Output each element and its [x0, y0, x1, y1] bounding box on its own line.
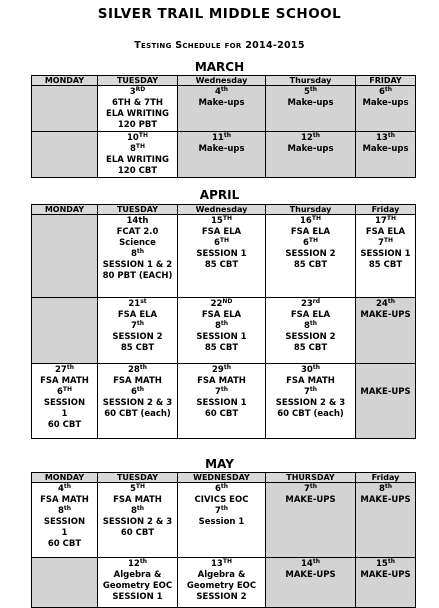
calendar-may	[31, 472, 416, 608]
weekday-header: TUESDAY	[98, 205, 178, 215]
cell-line: Geometry EOC	[102, 581, 173, 591]
cell-line: Make-ups	[198, 98, 245, 108]
cell-line: 12th	[301, 132, 320, 143]
week-row	[32, 132, 416, 178]
cell-line: 8th	[130, 505, 145, 516]
day-cell-blank	[266, 86, 356, 132]
cell-line: 120 CBT	[117, 166, 158, 176]
cell-line: 8th	[130, 248, 145, 259]
cell-line: SESSION 1	[196, 249, 247, 259]
cell-line: 8th	[214, 320, 229, 331]
cell-line: 28th	[128, 364, 147, 375]
cell-line: 85 CBT	[204, 260, 239, 270]
weekday-header-row	[32, 205, 416, 215]
cell-line: MAKE-UPS	[285, 570, 336, 580]
weekday-header-row	[32, 473, 416, 483]
cell-line: 17TH	[375, 215, 396, 226]
day-cell	[178, 558, 266, 608]
cell-line: 14th	[301, 558, 320, 569]
cell-line: Session 1	[198, 517, 245, 527]
day-cell-blank	[266, 558, 356, 608]
week-row	[32, 215, 416, 298]
cell-line: MAKE-UPS	[360, 570, 411, 580]
cell-line: 30th	[301, 364, 320, 375]
cell-line: 6TH	[302, 237, 319, 248]
cell-line: ELA WRITING	[106, 109, 169, 119]
cell-line: 6TH & 7TH	[112, 98, 163, 108]
cell-line: 15th	[376, 558, 395, 569]
cell-line: 7th	[214, 505, 229, 516]
day-cell-blank	[32, 132, 98, 178]
weekday-header: FRIDAY	[356, 76, 416, 86]
cell-line: 60 CBT	[120, 528, 155, 538]
cell-line: FSA ELA	[365, 227, 406, 237]
cell-line: 85 CBT	[293, 343, 328, 353]
weekday-header: Friday	[356, 473, 416, 483]
cell-line: 4th	[214, 86, 229, 97]
weekday-header: Wednesday	[178, 76, 266, 86]
cell-line: Algebra &	[197, 570, 246, 580]
cell-line: 6TH	[213, 237, 230, 248]
cell-line: 85 CBT	[204, 343, 239, 353]
cell-line: MAKE-UPS	[360, 387, 411, 397]
cell-line: 14th	[126, 216, 149, 226]
day-cell	[266, 298, 356, 364]
day-cell-blank	[356, 86, 416, 132]
cell-line: SESSION 2 & 3	[275, 398, 346, 408]
cell-line: 4th	[57, 483, 72, 494]
week-row	[32, 298, 416, 364]
weekday-header: MONDAY	[32, 205, 98, 215]
cell-line: 120 PBT	[117, 120, 158, 130]
cell-line: 7th	[130, 320, 145, 331]
cell-line: FCAT 2.0	[116, 227, 159, 237]
weekday-header: Thursday	[266, 76, 356, 86]
cell-line: 3RD	[129, 86, 146, 97]
week-row	[32, 364, 416, 439]
day-cell	[178, 364, 266, 439]
day-cell-blank	[356, 483, 416, 558]
cell-line: 6th	[130, 386, 145, 397]
cell-line: CIVICS EOC	[194, 495, 249, 505]
cell-line: FSA ELA	[117, 310, 158, 320]
day-cell-blank	[32, 558, 98, 608]
cell-line: 8th	[303, 320, 318, 331]
day-cell	[98, 558, 178, 608]
calendar-march	[31, 75, 416, 178]
weekday-header: TUESDAY	[98, 76, 178, 86]
cell-line: 85 CBT	[293, 260, 328, 270]
cell-line: 22ND	[210, 298, 233, 309]
cell-line: 80 PBT (EACH)	[102, 271, 173, 281]
cell-line: 8TH	[129, 143, 146, 154]
weekday-header: WEDNESDAY	[178, 473, 266, 483]
week-row	[32, 558, 416, 608]
cell-line: 6th	[378, 86, 393, 97]
cell-line: Algebra &	[113, 570, 162, 580]
day-cell	[98, 364, 178, 439]
month-title-may: MAY	[205, 457, 234, 471]
day-cell	[32, 483, 98, 558]
cell-line: SESSION 2 & 3	[102, 398, 173, 408]
cell-line: 27th	[55, 364, 74, 375]
cell-line: 13TH	[211, 558, 232, 569]
cell-line: 11th	[212, 132, 231, 143]
weekday-header: TUESDAY	[98, 473, 178, 483]
cell-line: 60 CBT	[47, 539, 82, 549]
cell-line: SESSION	[43, 398, 86, 408]
cell-line: 12th	[128, 558, 147, 569]
day-cell-blank	[32, 86, 98, 132]
weekday-header-row	[32, 76, 416, 86]
cell-line: FSA ELA	[290, 227, 331, 237]
cell-line: 21st	[128, 298, 147, 309]
cell-line: 60 CBT	[47, 420, 82, 430]
cell-line: 7th	[303, 386, 318, 397]
cell-line: 8th	[378, 483, 393, 494]
cell-line: SESSION 2	[285, 332, 336, 342]
day-cell-blank	[178, 132, 266, 178]
week-row	[32, 483, 416, 558]
week-row	[32, 86, 416, 132]
cell-line: FSA MATH	[113, 376, 162, 386]
cell-line: 6th	[214, 483, 229, 494]
cell-line: 85 CBT	[120, 343, 155, 353]
cell-line: 23rd	[300, 298, 321, 309]
day-cell-blank	[356, 364, 416, 439]
cell-line: MAKE-UPS	[360, 310, 411, 320]
cell-line: FSA MATH	[113, 495, 162, 505]
cell-line: 85 CBT	[368, 260, 403, 270]
cell-line: 8th	[57, 505, 72, 516]
day-cell	[266, 364, 356, 439]
day-cell-blank	[266, 483, 356, 558]
cell-line: ELA WRITING	[106, 155, 169, 165]
school-title: SILVER TRAIL MIDDLE SCHOOL	[97, 6, 342, 22]
weekday-header: Friday	[356, 205, 416, 215]
cell-line: 13th	[376, 132, 395, 143]
day-cell-blank	[32, 298, 98, 364]
cell-line: 1	[61, 409, 68, 419]
cell-line: 7th	[214, 386, 229, 397]
cell-line: Make-ups	[362, 144, 409, 154]
weekday-header: THURSDAY	[266, 473, 356, 483]
month-title-march: MARCH	[194, 60, 245, 74]
weekday-header: MONDAY	[32, 76, 98, 86]
cell-line: 16TH	[300, 215, 321, 226]
cell-line: FSA ELA	[201, 310, 242, 320]
cell-line: 60 CBT	[204, 409, 239, 419]
cell-line: SESSION 1	[196, 398, 247, 408]
cell-line: FSA MATH	[197, 376, 246, 386]
schedule-subtitle: Testing Schedule for 2014-2015	[134, 40, 305, 51]
cell-line: 6TH	[56, 386, 73, 397]
cell-line: MAKE-UPS	[360, 495, 411, 505]
day-cell	[178, 215, 266, 298]
month-title-april: APRIL	[199, 188, 240, 202]
cell-line: 60 CBT (each)	[277, 409, 344, 419]
day-cell	[98, 215, 178, 298]
day-cell	[98, 483, 178, 558]
cell-line: 60 CBT (each)	[104, 409, 171, 419]
weekday-header: MONDAY	[32, 473, 98, 483]
day-cell	[356, 215, 416, 298]
cell-line: FSA MATH	[286, 376, 335, 386]
cell-line: FSA ELA	[290, 310, 331, 320]
cell-line: SESSION 1	[196, 332, 247, 342]
cell-line: FSA ELA	[201, 227, 242, 237]
cell-line	[356, 365, 415, 376]
day-cell	[98, 298, 178, 364]
cell-line: FSA MATH	[40, 376, 89, 386]
day-cell-blank	[266, 132, 356, 178]
day-cell-blank	[32, 215, 98, 298]
day-cell	[98, 86, 178, 132]
day-cell-blank	[356, 132, 416, 178]
day-cell-blank	[178, 86, 266, 132]
cell-line: Make-ups	[287, 98, 334, 108]
cell-line: SESSION 2 & 3	[102, 517, 173, 527]
cell-line: MAKE-UPS	[285, 495, 336, 505]
day-cell-blank	[356, 298, 416, 364]
cell-line: SESSION 1	[112, 592, 163, 602]
cell-line: SESSION 2	[285, 249, 336, 259]
cell-line: 15TH	[211, 215, 232, 226]
cell-line: Make-ups	[362, 98, 409, 108]
day-cell	[266, 215, 356, 298]
day-cell	[178, 298, 266, 364]
calendar-april	[31, 204, 416, 439]
cell-line: 5th	[303, 86, 318, 97]
weekday-header: Wednesday	[178, 205, 266, 215]
cell-line: Science	[119, 238, 156, 248]
cell-line: 10TH	[127, 132, 148, 143]
cell-line: 24th	[376, 298, 395, 309]
cell-line: 7TH	[377, 237, 394, 248]
cell-line: SESSION	[43, 517, 86, 527]
day-cell	[32, 364, 98, 439]
cell-line: SESSION 1	[360, 249, 411, 259]
cell-line: Make-ups	[287, 144, 334, 154]
cell-line: SESSION 2	[112, 332, 163, 342]
day-cell	[178, 483, 266, 558]
cell-line: Geometry EOC	[186, 581, 257, 591]
cell-line: 1	[61, 528, 68, 538]
cell-line: 29th	[212, 364, 231, 375]
day-cell	[98, 132, 178, 178]
cell-line: Make-ups	[198, 144, 245, 154]
cell-line: 5TH	[129, 483, 146, 494]
cell-line: 7th	[303, 483, 318, 494]
weekday-header: Thursday	[266, 205, 356, 215]
cell-line: FSA MATH	[40, 495, 89, 505]
cell-line: SESSION 2	[196, 592, 247, 602]
day-cell-blank	[356, 558, 416, 608]
cell-line: SESSION 1 & 2	[102, 260, 173, 270]
cell-line	[356, 376, 415, 387]
